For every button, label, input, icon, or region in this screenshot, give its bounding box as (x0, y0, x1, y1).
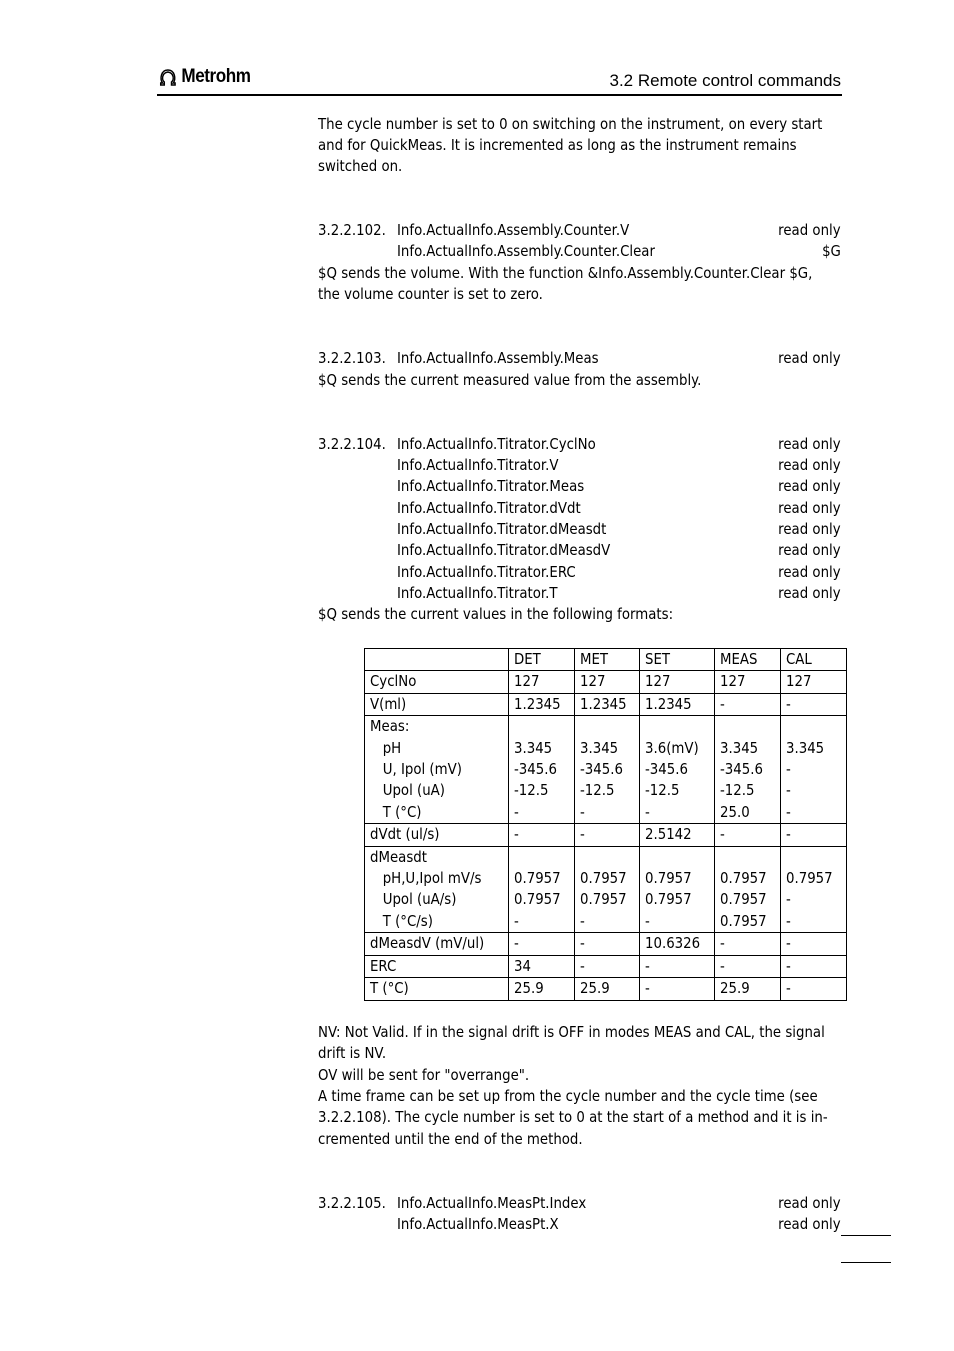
header-label: CAL (786, 650, 813, 668)
cell-line: - (786, 911, 792, 930)
value-cell (574, 955, 640, 977)
row-label-cell (365, 671, 509, 693)
access-mode: read only (778, 1215, 841, 1233)
command-name: Info.ActualInfo.Titrator.CyclNo (397, 435, 596, 453)
cell-line: 1.2345 (579, 694, 627, 713)
cell-line: - (513, 825, 519, 844)
cell-line: - (579, 825, 585, 844)
cell-line: - (579, 802, 585, 821)
value-cell (781, 933, 847, 955)
value-cell (508, 693, 574, 715)
cell-line: 0.7957 (513, 890, 561, 909)
cell-line: 0.7957 (579, 869, 627, 888)
cell-line: - (786, 694, 792, 713)
table-row (365, 824, 847, 846)
cell-line: - (513, 934, 519, 953)
cell-line: 2.5142 (645, 825, 692, 844)
command-name: Info.ActualInfo.Assembly.Counter.Clear (397, 242, 655, 260)
value-cell (781, 824, 847, 846)
cell-line (514, 847, 561, 868)
cell-line: dMeasdV (mV/ul) (370, 934, 485, 953)
cell-line: 3.345 (513, 738, 553, 757)
cell-line: pH,U,Ipol mV/s (370, 869, 482, 888)
value-cell (715, 693, 781, 715)
cell-line: - (579, 934, 585, 953)
note-line: 3.2.2.108). The cycle number is set to 0 at the start of a method and it is in- (318, 1108, 828, 1126)
value-cell (640, 955, 715, 977)
cell-line: 0.7957 (720, 869, 768, 888)
table-row (365, 846, 847, 933)
cell-line: - (579, 956, 585, 975)
access-mode: read only (778, 221, 841, 239)
access-mode: read only (778, 435, 841, 453)
value-cell (508, 671, 574, 693)
cell-line: 10.6326 (645, 934, 701, 953)
table-row (365, 933, 847, 955)
table-header-cell (574, 649, 640, 671)
cell-line: 0.7957 (579, 890, 627, 909)
value-cell (781, 955, 847, 977)
command-name: Info.ActualInfo.Titrator.ERC (397, 563, 576, 581)
value-cell (781, 671, 847, 693)
command-name: Info.ActualInfo.Titrator.dVdt (397, 499, 581, 517)
value-cell (715, 824, 781, 846)
section-number-105: 3.2.2.105. (318, 1194, 386, 1212)
table-header-cell (365, 649, 509, 671)
section-title: 3.2 Remote control commands (609, 71, 841, 90)
cell-line: - (720, 956, 726, 975)
cell-line: 3.6(mV) (645, 738, 700, 757)
cell-line: 25.9 (720, 979, 751, 998)
value-cell (715, 978, 781, 1000)
value-cell (508, 955, 574, 977)
value-cell (508, 716, 574, 824)
brand-name: Metrohm (181, 66, 251, 87)
cell-line: - (513, 802, 519, 821)
cell-line: - (645, 911, 651, 930)
cell-line: 127 (786, 672, 812, 691)
cell-line: -345.6 (720, 760, 764, 779)
cell-line: - (786, 760, 792, 779)
cell-line: 3.345 (579, 738, 618, 757)
cell-line: - (645, 802, 651, 821)
cell-line: 25.9 (513, 979, 544, 998)
cell-line: ERC (370, 956, 397, 975)
table-row (365, 978, 847, 1000)
cell-line: T (°C) (370, 802, 422, 821)
access-mode: read only (778, 520, 841, 538)
cell-line (514, 716, 561, 737)
cell-line: -345.6 (513, 760, 557, 779)
value-cell (574, 693, 640, 715)
cell-line (720, 847, 767, 868)
cell-line: - (786, 979, 792, 998)
table-header-row (365, 649, 847, 671)
cell-line (786, 847, 833, 868)
value-cell (574, 716, 640, 824)
row-label-cell (365, 824, 509, 846)
table-header-cell (715, 649, 781, 671)
value-cell (781, 693, 847, 715)
page-corner-rule (841, 1262, 891, 1263)
cell-line: CyclNo (370, 672, 417, 691)
description-line: the volume counter is set to zero. (318, 285, 543, 303)
value-cell (640, 846, 715, 933)
cell-line: - (786, 956, 792, 975)
cell-line: T (°C) (370, 979, 409, 998)
value-cell (640, 978, 715, 1000)
note-line: cremented until the end of the method. (318, 1130, 583, 1148)
value-cell (715, 846, 781, 933)
value-cell (715, 716, 781, 824)
access-mode: read only (778, 1194, 841, 1212)
cell-line: 127 (720, 672, 746, 691)
cell-line: 0.7957 (720, 911, 768, 930)
row-label-cell (365, 933, 509, 955)
value-cell (781, 716, 847, 824)
page-corner-rule (841, 1235, 891, 1236)
cell-line: 25.9 (579, 979, 610, 998)
command-name: Info.ActualInfo.Titrator.Meas (397, 477, 585, 495)
command-name: Info.ActualInfo.Titrator.dMeasdV (397, 541, 611, 559)
cell-line: 0.7957 (513, 869, 561, 888)
table-row (365, 693, 847, 715)
table-row (365, 671, 847, 693)
cell-line: - (786, 825, 792, 844)
value-cell (781, 846, 847, 933)
cell-line: - (720, 934, 726, 953)
cell-line: T (°C/s) (370, 911, 433, 930)
cell-line: -345.6 (579, 760, 623, 779)
description-line: $Q sends the volume. With the function &Info.Assembly.Counter.Clear $G, (318, 264, 813, 282)
cell-line: - (786, 781, 792, 800)
cell-line: - (720, 694, 726, 713)
format-table (364, 648, 847, 1001)
table-row (365, 716, 847, 824)
access-mode: read only (778, 563, 841, 581)
access-mode: read only (778, 541, 841, 559)
value-cell (574, 671, 640, 693)
cell-line: -12.5 (513, 781, 549, 800)
cell-line: - (645, 956, 651, 975)
row-label-cell (365, 693, 509, 715)
cell-line: Upol (uA) (370, 781, 445, 800)
cell-line (645, 716, 700, 737)
cell-line: 0.7957 (786, 869, 833, 888)
cell-line: 0.7957 (645, 869, 692, 888)
cell-line: 0.7957 (720, 890, 768, 909)
value-cell (574, 978, 640, 1000)
header-divider (157, 94, 842, 96)
cell-line (645, 847, 700, 868)
value-cell (640, 824, 715, 846)
cell-line: -345.6 (645, 760, 689, 779)
command-name: Info.ActualInfo.Titrator.V (397, 456, 559, 474)
header-label: DET (513, 650, 541, 668)
value-cell (715, 671, 781, 693)
command-name: Info.ActualInfo.MeasPt.X (397, 1215, 559, 1233)
cell-line: 0.7957 (645, 890, 692, 909)
cell-line: -12.5 (579, 781, 615, 800)
row-label-cell (365, 846, 509, 933)
cell-line: - (786, 934, 792, 953)
cell-line: 127 (645, 672, 671, 691)
row-label-cell (365, 978, 509, 1000)
table-header-cell (508, 649, 574, 671)
value-cell (640, 693, 715, 715)
access-mode: read only (778, 456, 841, 474)
command-name: Info.ActualInfo.Assembly.Counter.V (397, 221, 630, 239)
table-header-cell (781, 649, 847, 671)
value-cell (640, 933, 715, 955)
cell-line: U, Ipol (mV) (370, 760, 462, 779)
command-name: Info.ActualInfo.Assembly.Meas (397, 349, 599, 367)
cell-line (720, 716, 767, 737)
value-cell (640, 671, 715, 693)
value-cell (508, 846, 574, 933)
note-line: A time frame can be set up from the cycle number and the cycle time (see (318, 1087, 818, 1105)
cell-line: pH (370, 738, 402, 757)
description-line: $Q sends the current values in the following formats: (318, 605, 674, 623)
value-cell (640, 716, 715, 824)
cell-line (580, 716, 627, 737)
table-header-cell (640, 649, 715, 671)
value-cell (574, 846, 640, 933)
intro-line-3: switched on. (318, 157, 403, 175)
section-number-103: 3.2.2.103. (318, 349, 386, 367)
cell-line: 1.2345 (645, 694, 692, 713)
row-label-cell (365, 955, 509, 977)
access-mode: read only (778, 499, 841, 517)
note-line: OV will be sent for "overrange". (318, 1066, 530, 1084)
value-cell (508, 824, 574, 846)
cell-line: 3.345 (786, 738, 825, 757)
note-line: drift is NV. (318, 1044, 387, 1062)
cell-line: V(ml) (370, 694, 407, 713)
intro-line-2: and for QuickMeas. It is incremented as long as the instrument remains (318, 136, 797, 154)
access-mode: $G (822, 242, 841, 260)
cell-line (786, 716, 833, 737)
access-mode: read only (778, 584, 841, 602)
cell-line: -12.5 (720, 781, 755, 800)
access-mode: read only (778, 349, 841, 367)
value-cell (715, 933, 781, 955)
cell-line: - (513, 911, 519, 930)
command-name: Info.ActualInfo.Titrator.dMeasdt (397, 520, 607, 538)
access-mode: read only (778, 477, 841, 495)
value-cell (715, 955, 781, 977)
cell-line: dVdt (ul/s) (370, 825, 440, 844)
cell-line: - (786, 890, 792, 909)
metrohm-logo-icon (158, 67, 178, 87)
cell-line: -12.5 (645, 781, 680, 800)
note-line: NV: Not Valid. If in the signal drift is OFF in modes MEAS and CAL, the signal (318, 1023, 825, 1041)
value-cell (574, 824, 640, 846)
value-cell (508, 933, 574, 955)
cell-line: 127 (513, 672, 540, 691)
command-name: Info.ActualInfo.MeasPt.Index (397, 1194, 587, 1212)
cell-line: dMeasdt (370, 847, 427, 866)
cell-line: - (645, 979, 651, 998)
section-number-102: 3.2.2.102. (318, 221, 386, 239)
description-line: $Q sends the current measured value from the assembly. (318, 371, 702, 389)
header-label: MEAS (720, 650, 758, 668)
cell-line: - (786, 802, 792, 821)
row-label-cell (365, 716, 509, 824)
cell-line: Meas: (370, 717, 410, 736)
cell-line: - (579, 911, 585, 930)
table-row (365, 955, 847, 977)
cell-line: 1.2345 (513, 694, 561, 713)
section-number-104: 3.2.2.104. (318, 435, 386, 453)
brand-logo (158, 66, 250, 88)
cell-line: 25.0 (720, 802, 751, 821)
value-cell (508, 978, 574, 1000)
cell-line: - (720, 825, 726, 844)
header-label: SET (645, 650, 671, 668)
value-cell (781, 978, 847, 1000)
value-cell (574, 933, 640, 955)
cell-line: Upol (uA/s) (370, 890, 457, 909)
header-label: MET (579, 650, 608, 668)
cell-line (580, 847, 627, 868)
command-name: Info.ActualInfo.Titrator.T (397, 584, 558, 602)
intro-line-1: The cycle number is set to 0 on switching on the instrument, on every start (318, 115, 823, 133)
cell-line: 3.345 (720, 738, 759, 757)
cell-line: 34 (513, 956, 531, 975)
cell-line: 127 (579, 672, 606, 691)
